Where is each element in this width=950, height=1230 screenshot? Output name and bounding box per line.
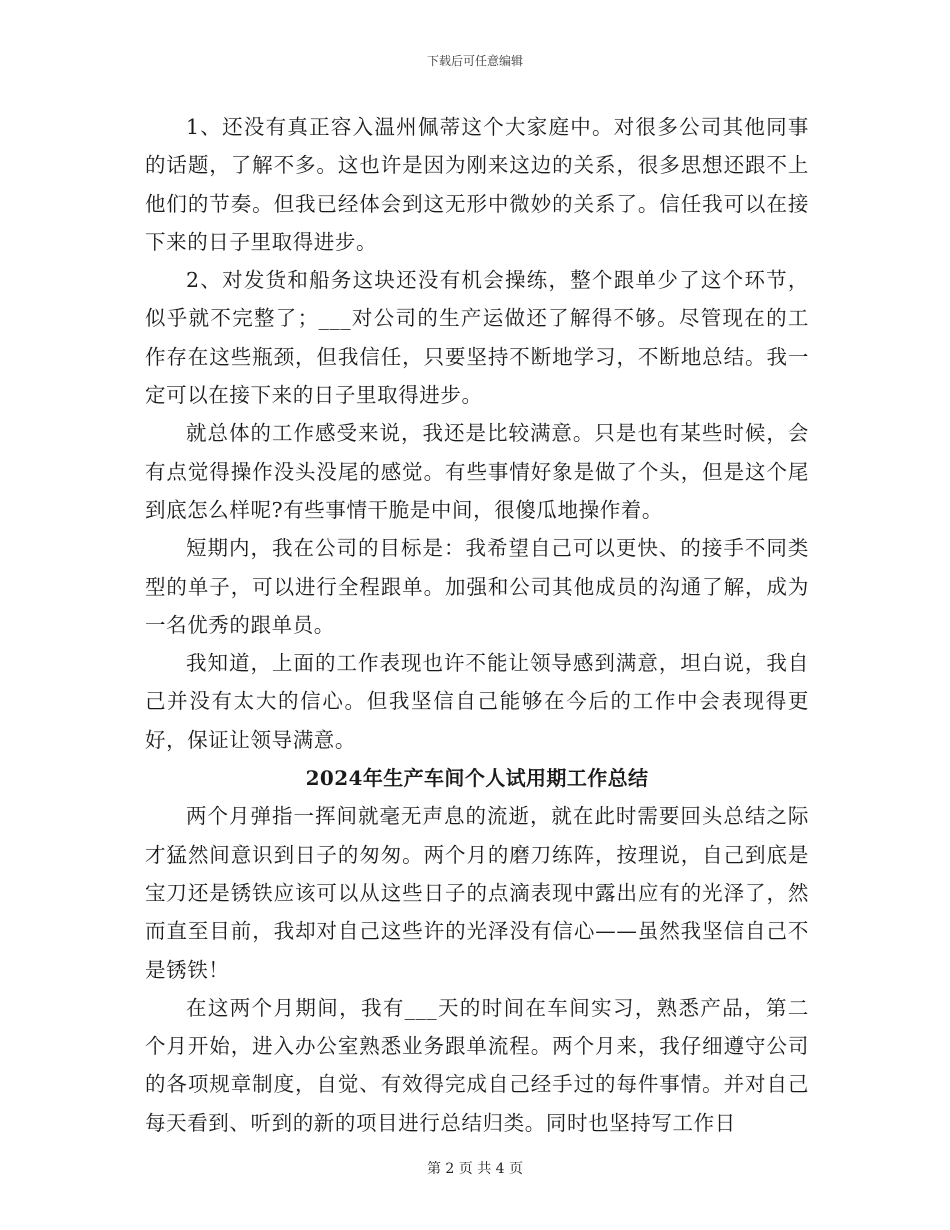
page-number: 第 2 页 共 4 页 (426, 1161, 524, 1177)
paragraph-2: 2、对发货和船务这块还没有机会操练，整个跟单少了这个环节，似乎就不完整了；___对公司的生产运做还了解得不够。尽管现在的工作存在这些瓶颈，但我信任，只要坚持不断地学习，不断地总结。我一定可以在接下来的日子里取得进步。 (145, 268, 809, 408)
document-body (145, 108, 809, 1142)
page-header: 下载后可任意编辑 (426, 54, 523, 68)
paragraph-6: 两个月弹指一挥间就毫无声息的流逝，就在此时需要回头总结之际才猛然间意识到日子的匆匆。两个月的磨刀练阵，按理说，自己到底是宝刀还是锈铁应该可以从这些日子的点滴表现中露出应有的光泽了，然而直至目前，我却对自己这些许的光泽没有信心——虽然我坚信自己不是锈铁！ (145, 804, 809, 982)
paragraph-1: 1、还没有真正容入温州佩蒂这个大家庭中。对很多公司其他同事的话题，了解不多。这也许是因为刚来这边的关系，很多思想还跟不上他们的节奏。但我已经体会到这无形中微妙的关系了。信任我可以在接下来的日子里取得进步。 (145, 115, 809, 254)
paragraph-3: 就总体的工作感受来说，我还是比较满意。只是也有某些时候，会有点觉得操作没头没尾的感觉。有些事情好象是做了个头，但是这个尾到底怎么样呢?有些事情干脆是中间，很傻瓜地操作着。 (145, 421, 809, 522)
section-title: 2024年生产车间个人试用期工作总结 (305, 766, 649, 791)
paragraph-7: 在这两个月期间，我有___天的时间在车间实习，熟悉产品，第二个月开始，进入办公室熟悉业务跟单流程。两个月来，我仔细遵守公司的各项规章制度，自觉、有效得完成自己经手过的每件事情。并对自己每天看到、听到的新的项目进行总结归类。同时也坚持写工作日 (145, 995, 809, 1135)
paragraph-5: 我知道，上面的工作表现也许不能让领导感到满意，坦白说，我自己并没有太大的信心。但我坚信自己能够在今后的工作中会表现得更好，保证让领导满意。 (145, 651, 809, 752)
paragraph-4: 短期内，我在公司的目标是：我希望自己可以更快、的接手不同类型的单子，可以进行全程跟单。加强和公司其他成员的沟通了解，成为一名优秀的跟单员。 (145, 536, 809, 637)
